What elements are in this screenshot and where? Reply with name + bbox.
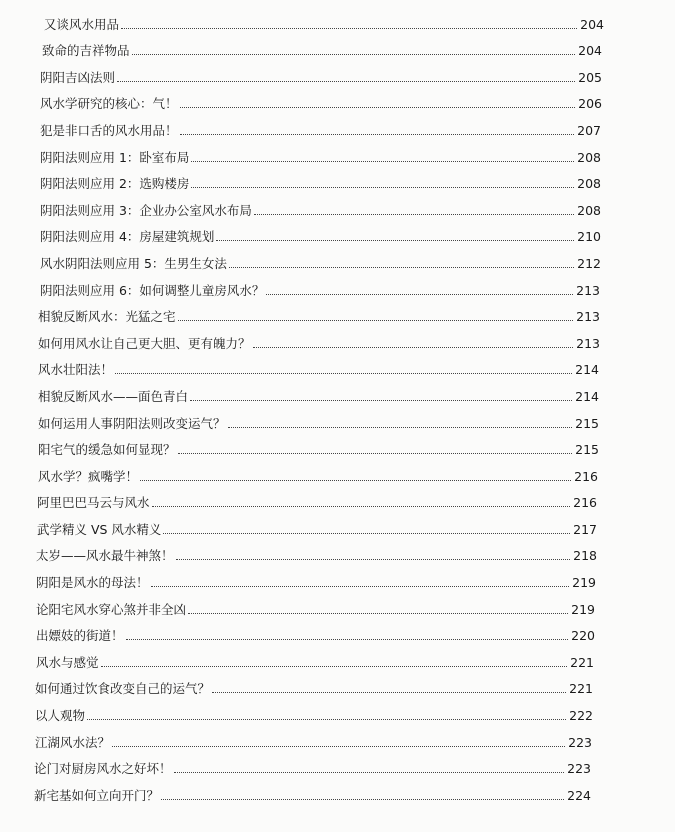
toc-entry-page-number: 223 xyxy=(568,734,592,750)
toc-entry xyxy=(0,644,675,671)
toc-entry-page-number: 208 xyxy=(577,176,601,192)
toc-entry-page-number: 217 xyxy=(573,521,597,537)
toc-leader-dots xyxy=(115,373,572,374)
toc-entry xyxy=(0,59,675,86)
toc-entry-title: 武学精义 VS 风水精义 xyxy=(37,521,162,537)
toc-entry-title: 新宅基如何立向开门？ xyxy=(34,787,160,803)
table-of-contents xyxy=(0,6,675,804)
toc-entry-page-number: 219 xyxy=(571,601,595,617)
toc-leader-dots xyxy=(191,187,574,188)
toc-entry-page-number: 208 xyxy=(577,149,601,165)
toc-leader-dots xyxy=(112,746,565,747)
toc-entry-title: 又谈风水用品 xyxy=(44,16,120,32)
toc-entry-page-number: 214 xyxy=(575,362,599,378)
toc-leader-dots xyxy=(190,400,572,401)
toc-entry xyxy=(0,352,675,379)
toc-leader-dots xyxy=(228,427,573,428)
toc-entry-page-number: 220 xyxy=(571,628,595,644)
toc-entry-title: 犯是非口舌的风水用品！ xyxy=(40,122,178,138)
toc-entry-title: 阴阳法则应用 2：选购楼房 xyxy=(40,176,190,192)
toc-entry xyxy=(0,777,675,804)
toc-leader-dots xyxy=(132,54,576,55)
toc-leader-dots xyxy=(253,347,574,348)
toc-entry-title: 阴阳法则应用 3：企业办公室风水布局 xyxy=(40,202,252,218)
toc-entry xyxy=(0,219,675,246)
toc-entry-page-number: 213 xyxy=(576,282,600,298)
toc-entry-page-number: 215 xyxy=(575,442,599,458)
toc-entry-title: 如何通过饮食改变自己的运气？ xyxy=(35,681,211,697)
toc-entry xyxy=(0,112,675,139)
toc-entry-page-number: 210 xyxy=(577,229,601,245)
toc-entry-title: 太岁——风水最牛神煞！ xyxy=(36,548,174,564)
toc-entry xyxy=(0,485,675,512)
toc-entry-title: 风水壮阳法！ xyxy=(38,362,114,378)
toc-entry-title: 阳宅气的缓急如何显现？ xyxy=(38,442,176,458)
toc-entry-title: 江湖风水法？ xyxy=(35,734,111,750)
toc-entry-page-number: 221 xyxy=(570,654,594,670)
toc-entry-title: 论阳宅风水穿心煞并非全凶 xyxy=(36,601,187,617)
toc-entry-page-number: 216 xyxy=(574,468,598,484)
toc-entry-title: 阿里巴巴马云与风水 xyxy=(37,495,150,511)
toc-entry-title: 以人观物 xyxy=(35,708,86,724)
toc-entry-page-number: 207 xyxy=(577,122,601,138)
toc-entry-title: 出嫖妓的街道！ xyxy=(36,628,124,644)
toc-entry xyxy=(0,458,675,485)
toc-leader-dots xyxy=(188,613,568,614)
toc-entry-page-number: 223 xyxy=(567,761,591,777)
toc-entry-title: 如何运用人事阴阳法则改变运气？ xyxy=(38,415,226,431)
toc-entry-title: 风水与感觉 xyxy=(36,654,99,670)
toc-leader-dots xyxy=(178,320,574,321)
toc-entry-page-number: 204 xyxy=(580,16,604,32)
toc-entry-page-number: 206 xyxy=(578,96,602,112)
toc-entry-page-number: 213 xyxy=(576,335,600,351)
toc-entry-page-number: 221 xyxy=(569,681,593,697)
toc-leader-dots xyxy=(180,107,576,108)
toc-entry xyxy=(0,86,675,113)
toc-entry-page-number: 208 xyxy=(577,202,601,218)
toc-leader-dots xyxy=(254,214,574,215)
toc-entry-title: 风水阴阳法则应用 5：生男生女法 xyxy=(40,255,227,271)
toc-entry xyxy=(0,33,675,60)
toc-leader-dots xyxy=(191,161,574,162)
toc-entry xyxy=(0,272,675,299)
toc-entry xyxy=(0,697,675,724)
toc-entry-title: 阴阳法则应用 6：如何调整儿童房风水？ xyxy=(40,282,265,298)
toc-leader-dots xyxy=(266,294,573,295)
toc-entry-title: 阴阳是风水的母法！ xyxy=(36,575,149,591)
toc-entry xyxy=(0,245,675,272)
toc-leader-dots xyxy=(152,506,571,507)
toc-entry xyxy=(0,591,675,618)
toc-entry-title: 风水学研究的核心：气！ xyxy=(40,96,178,112)
toc-entry xyxy=(0,751,675,778)
toc-entry-title: 如何用风水让自己更大胆、更有魄力？ xyxy=(38,335,251,351)
toc-leader-dots xyxy=(212,692,566,693)
toc-entry xyxy=(0,405,675,432)
toc-entry-page-number: 219 xyxy=(572,575,596,591)
toc-leader-dots xyxy=(178,453,573,454)
toc-entry xyxy=(0,192,675,219)
toc-entry xyxy=(0,511,675,538)
toc-entry xyxy=(0,6,675,33)
toc-leader-dots xyxy=(101,666,568,667)
toc-entry xyxy=(0,538,675,565)
toc-entry xyxy=(0,671,675,698)
toc-leader-dots xyxy=(229,267,574,268)
toc-entry xyxy=(0,166,675,193)
toc-entry-title: 相貌反断风水：光猛之宅 xyxy=(38,309,176,325)
toc-entry xyxy=(0,299,675,326)
toc-entry-title: 论门对厨房风水之好坏！ xyxy=(34,761,172,777)
toc-entry-title: 阴阳法则应用 1：卧室布局 xyxy=(40,149,190,165)
toc-entry xyxy=(0,618,675,645)
toc-entry-page-number: 205 xyxy=(578,69,602,85)
toc-entry-page-number: 213 xyxy=(576,309,600,325)
toc-entry-page-number: 212 xyxy=(577,255,601,271)
toc-entry xyxy=(0,564,675,591)
toc-entry xyxy=(0,432,675,459)
toc-leader-dots xyxy=(163,533,570,534)
toc-entry xyxy=(0,139,675,166)
toc-leader-dots xyxy=(174,772,565,773)
toc-leader-dots xyxy=(140,480,571,481)
toc-leader-dots xyxy=(216,240,574,241)
toc-entry-title: 相貌反断风水——面色青白 xyxy=(38,388,189,404)
toc-entry-page-number: 215 xyxy=(575,415,599,431)
toc-entry-title: 致命的吉祥物品 xyxy=(42,43,130,59)
toc-entry-page-number: 214 xyxy=(575,388,599,404)
toc-entry-title: 风水学？疯嘴学！ xyxy=(38,468,139,484)
toc-entry xyxy=(0,724,675,751)
toc-entry-title: 阴阳吉凶法则 xyxy=(40,69,116,85)
toc-entry xyxy=(0,325,675,352)
toc-entry-page-number: 218 xyxy=(573,548,597,564)
toc-entry-page-number: 204 xyxy=(578,43,602,59)
toc-leader-dots xyxy=(180,134,575,135)
toc-entry-page-number: 224 xyxy=(567,787,591,803)
toc-leader-dots xyxy=(126,639,569,640)
toc-leader-dots xyxy=(151,586,570,587)
toc-entry-page-number: 216 xyxy=(573,495,597,511)
toc-entry xyxy=(0,378,675,405)
toc-leader-dots xyxy=(117,81,575,82)
toc-leader-dots xyxy=(176,559,571,560)
toc-leader-dots xyxy=(121,28,577,29)
toc-leader-dots xyxy=(87,719,566,720)
toc-entry-page-number: 222 xyxy=(569,708,593,724)
toc-leader-dots xyxy=(161,799,564,800)
toc-entry-title: 阴阳法则应用 4：房屋建筑规划 xyxy=(40,229,215,245)
